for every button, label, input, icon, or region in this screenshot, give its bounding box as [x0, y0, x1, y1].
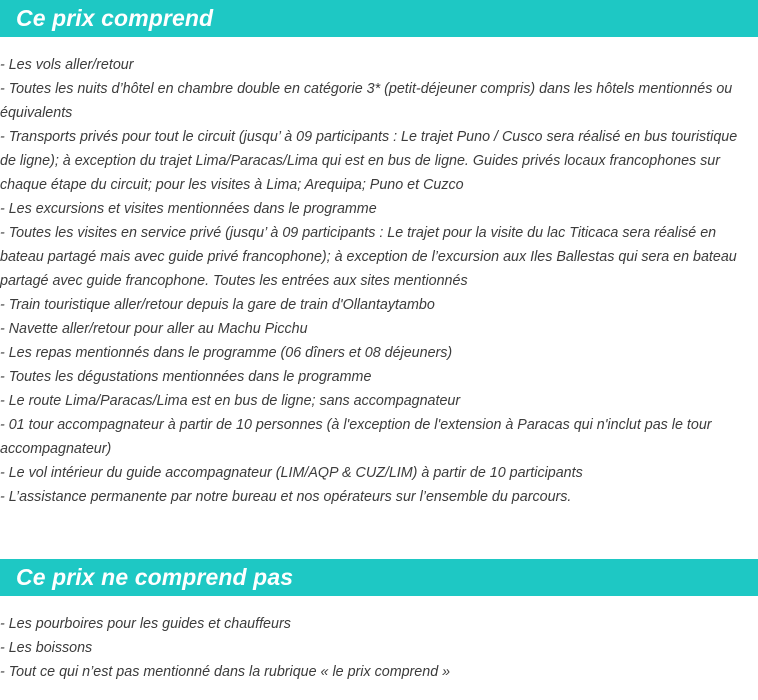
includes-item-assistance: - L’assistance permanente par notre bureau et nos opérateurs sur l’ensemble du parcours. [0, 489, 572, 505]
excludes-item-tips: - Les pourboires pour les guides et chauffeurs [0, 616, 291, 632]
includes-item-tastings: - Toutes les dégustations mentionnées dans le programme [0, 369, 372, 385]
excludes-list [0, 612, 756, 684]
excludes-section-title: Ce prix ne comprend pas [16, 564, 294, 590]
excludes-item-other: - Tout ce qui n’est pas mentionné dans la rubrique « le prix comprend » [0, 664, 451, 680]
excludes-section-header [0, 559, 758, 596]
excludes-item-drinks: - Les boissons [0, 640, 93, 656]
includes-section-header [0, 0, 758, 37]
includes-item-escort-flight: - Le vol intérieur du guide accompagnateur (LIM/AQP & CUZ/LIM) à partir de 10 participants [0, 465, 583, 481]
includes-item-meals: - Les repas mentionnés dans le programme (06 dîners et 08 déjeuners) [0, 345, 453, 361]
includes-list [0, 53, 756, 509]
includes-item-private-transport: - Transports privés pour tout le circuit (jusqu’ à 09 participants : Le trajet Puno / Cusco sera réalisé en bus touristique de ligne); à exception du trajet Lima/Paracas/Lima qui est en bus de ligne. Guides privés locaux francophones sur chaque étape du circuit; pour les visites à Lima; Arequipa; Puno et Cuzco [0, 129, 738, 193]
includes-item-train: - Train touristique aller/retour depuis la gare de train d'Ollantaytambo [0, 297, 435, 313]
includes-item-tour-escort: - 01 tour accompagnateur à partir de 10 personnes (à l'exception de l'extension à Paracas qui n'inclut pas le tour accompagnateur) [0, 417, 712, 457]
includes-item-private-visits: - Toutes les visites en service privé (jusqu’ à 09 participants : Le trajet pour la visite du lac Titicaca sera réalisé en bateau partagé mais avec guide privé francophone); à exception de l’excursion aux Iles Ballestas qui sera en bateau partagé avec guide francophone. Toutes les entrées aux sites mentionnés [0, 225, 737, 289]
includes-section-title: Ce prix comprend [16, 5, 214, 31]
includes-item-hotels: - Toutes les nuits d’hôtel en chambre double en catégorie 3* (petit-déjeuner compris) dans les hôtels mentionnés ou équivalents [0, 81, 733, 121]
includes-item-shuttle: - Navette aller/retour pour aller au Machu Picchu [0, 321, 308, 337]
includes-item-flights: - Les vols aller/retour [0, 57, 134, 73]
includes-item-bus-route: - Le route Lima/Paracas/Lima est en bus de ligne; sans accompagnateur [0, 393, 461, 409]
includes-item-excursions: - Les excursions et visites mentionnées dans le programme [0, 201, 377, 217]
